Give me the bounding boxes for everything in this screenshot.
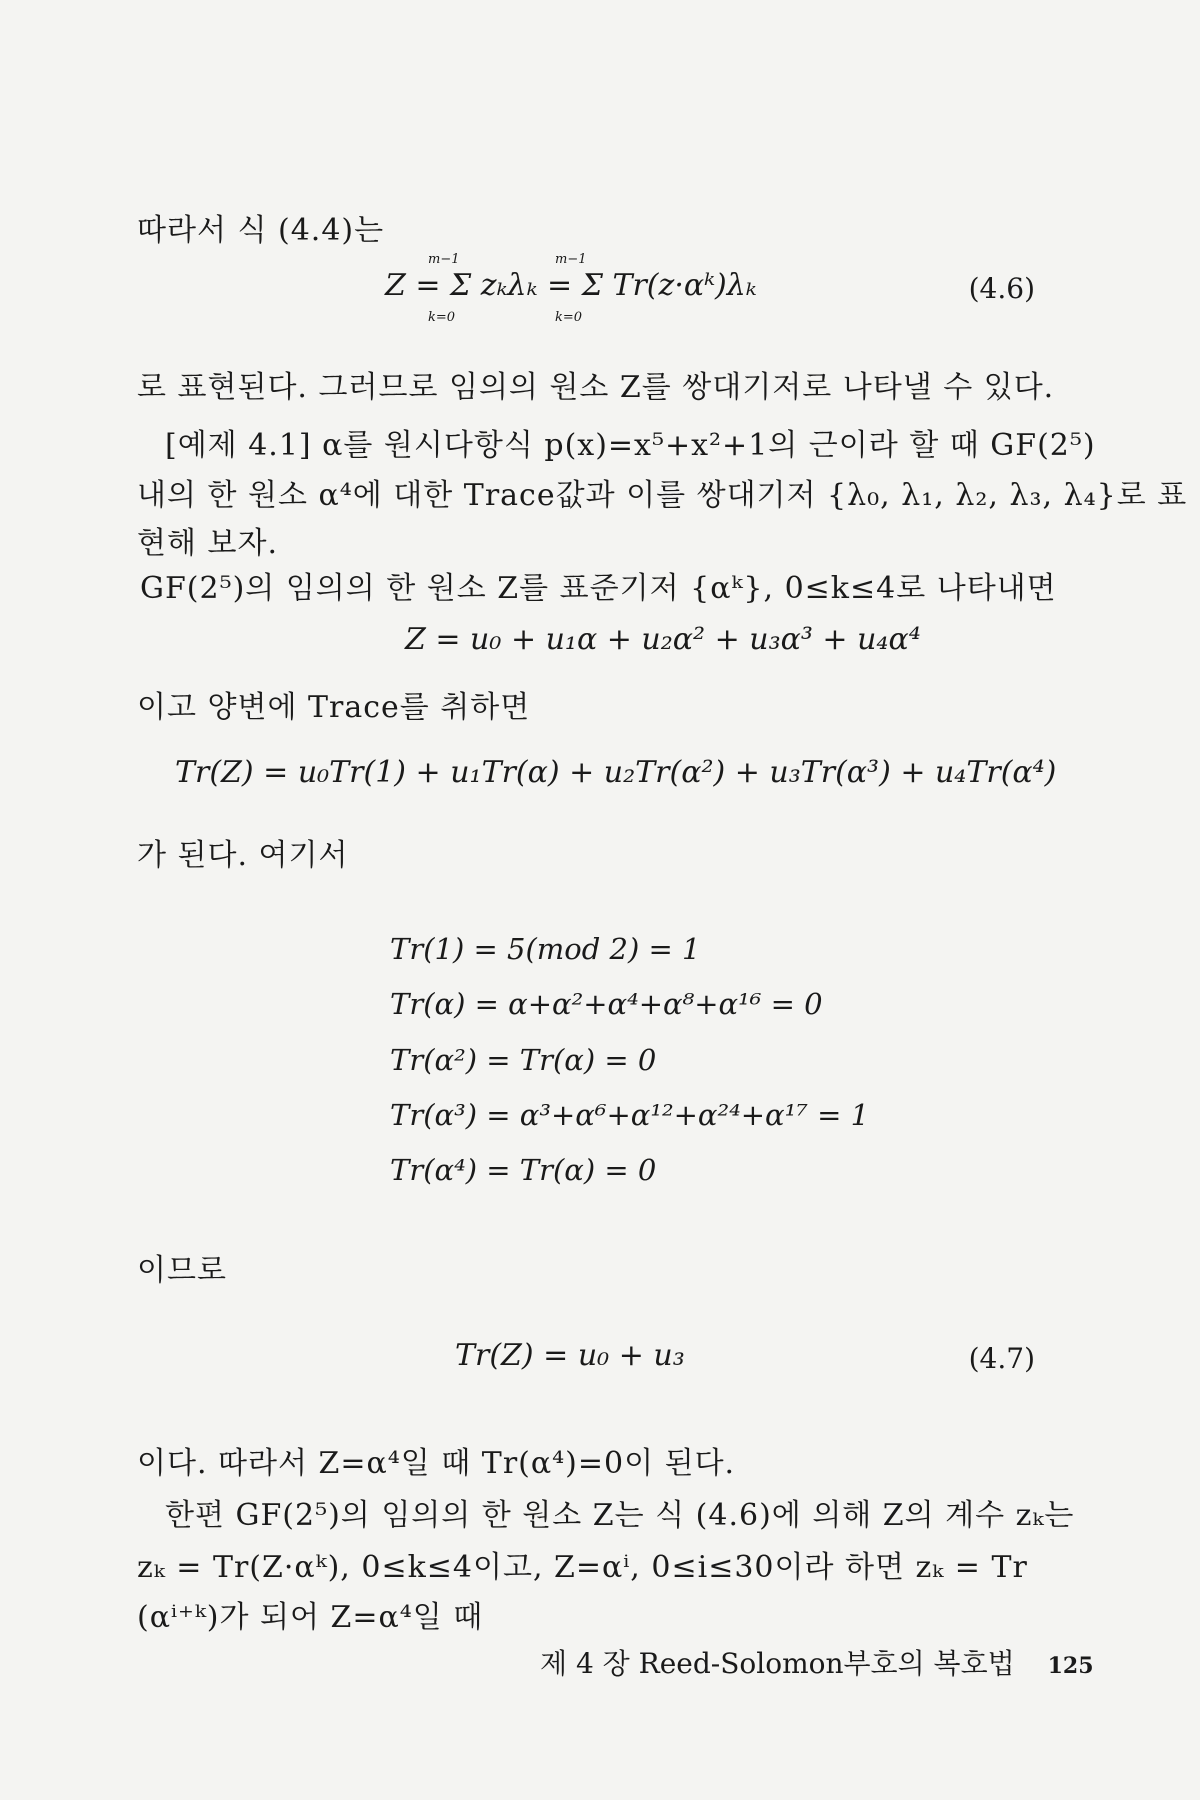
intro-text: 따라서 식 (4.4)는 [137, 213, 385, 248]
trace-value-2: Tr(α) = α+α²+α⁴+α⁸+α¹⁶ = 0 [390, 987, 823, 1021]
text-after-4-6: 로 표현된다. 그러므로 임의의 원소 Z를 쌍대기저로 나타낼 수 있다. [137, 370, 1055, 405]
standard-basis-line: GF(2⁵)의 임의의 한 원소 Z를 표준기저 {αᵏ}, 0≤k≤4로 나타내면 [140, 571, 1057, 606]
paragraph-2-line-2: 한편 GF(2⁵)의 임의의 한 원소 Z는 식 (4.6)에 의해 Z의 계수 zₖ는 [165, 1498, 1075, 1533]
equation-4-6-number: (4.6) [968, 272, 1035, 305]
footer-chapter: 제 4 장 Reed-Solomon부호의 복호법 [540, 1647, 1015, 1680]
therefore-text: 이므로 [137, 1253, 227, 1288]
sum-upper-limit-2: m−1 [555, 252, 587, 267]
trace-value-4: Tr(α³) = α³+α⁶+α¹²+α²⁴+α¹⁷ = 1 [390, 1098, 870, 1132]
example-line-1: [예제 4.1] α를 원시다항식 p(x)=x⁵+x²+1의 근이라 할 때 GF(2⁵) [165, 428, 1096, 463]
trace-value-5: Tr(α⁴) = Tr(α) = 0 [390, 1153, 657, 1187]
equation-4-7-number: (4.7) [968, 1342, 1035, 1375]
trace-value-3: Tr(α²) = Tr(α) = 0 [390, 1043, 657, 1077]
sum-lower-limit-1: k=0 [428, 310, 456, 325]
paragraph-2-line-1: 이다. 따라서 Z=α⁴일 때 Tr(α⁴)=0이 된다. [137, 1446, 736, 1481]
equation-trace-z: Tr(Z) = u₀Tr(1) + u₁Tr(α) + u₂Tr(α²) + u₃Tr(α³) + u₄Tr(α⁴) [175, 755, 1057, 790]
trace-line: 이고 양변에 Trace를 취하면 [137, 690, 531, 725]
equation-4-7: Tr(Z) = u₀ + u₃ [455, 1338, 685, 1373]
example-line-2: 내의 한 원소 α⁴에 대한 Trace값과 이를 쌍대기저 {λ₀, λ₁, λ₂, λ₃, λ₄}로 표 [137, 478, 1188, 513]
page-number: 125 [1047, 1653, 1094, 1679]
equation-z-expansion: Z = u₀ + u₁α + u₂α² + u₃α³ + u₄α⁴ [405, 622, 921, 657]
page-footer [540, 1642, 1094, 1682]
here-line: 가 된다. 여기서 [137, 838, 349, 873]
paragraph-2-line-3: zₖ = Tr(Z·αᵏ), 0≤k≤4이고, Z=αⁱ, 0≤i≤30이라 하면 zₖ = Tr [137, 1550, 1028, 1585]
trace-value-1: Tr(1) = 5(mod 2) = 1 [390, 932, 701, 966]
equation-4-6 [385, 268, 757, 303]
paragraph-2-line-4: (αⁱ⁺ᵏ)가 되어 Z=α⁴일 때 [137, 1600, 484, 1635]
sum-upper-limit-1: m−1 [428, 252, 460, 267]
equation-4-6-body: Z = Σ zₖλₖ = Σ Tr(z·αᵏ)λₖ [385, 268, 757, 303]
sum-lower-limit-2: k=0 [555, 310, 583, 325]
example-line-3: 현해 보자. [137, 526, 278, 561]
